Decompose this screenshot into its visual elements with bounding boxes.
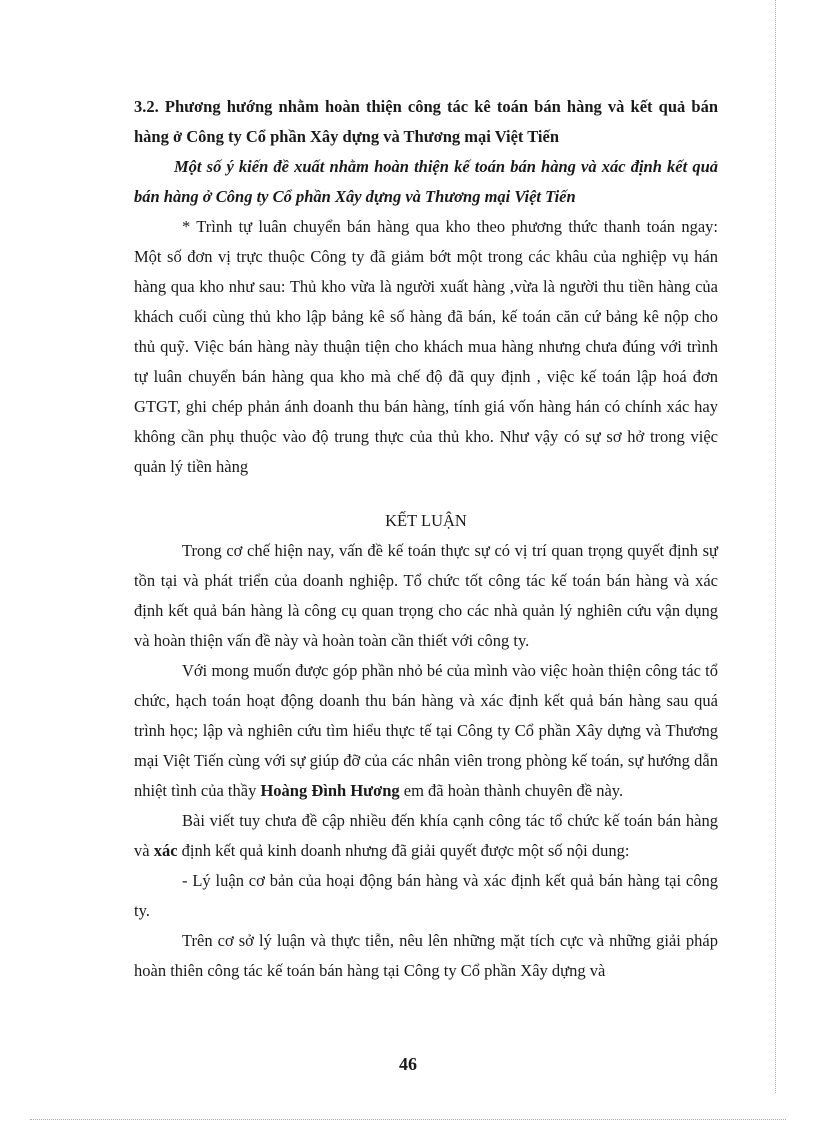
paragraph-conclusion-intro: Trong cơ chế hiện nay, vấn đề kế toán thực sự có vị trí quan trọng quyết định sự tồn tại và phát triển của doanh nghiệp. Tổ chức tốt công tác kế toán bán hàng và xác định kết quả bán hàng là công cụ quan trọng cho các nhà quản lý nghiên cứu vận dụng và hoàn thiện vấn đề này và hoàn toàn cần thiết với công ty. xyxy=(134,541,718,650)
list-item: - Lý luận cơ bản của hoại động bán hàng và xác định kết quả bán hàng tại công ty. xyxy=(134,871,718,920)
summary-bold-word: xác xyxy=(153,841,178,860)
paragraph-acknowledgement xyxy=(134,656,718,806)
summary-text-start: Bài viết tuy chưa đề cập nhiều đến khía cạnh công tác tổ chức kế toán bán hàng và xyxy=(134,811,718,860)
page-border-right xyxy=(775,0,776,1093)
supervisor-name: Hoàng Đình Hương xyxy=(260,781,400,800)
paragraph-sales-process: * Trình tự luân chuyển bán hàng qua kho theo phương thức thanh toán ngay: Một số đơn vị trực thuộc Công ty đã giảm bớt một trong các khâu của nghiệp vụ hán hàng qua kho như sau: Thủ kho vừa là người xuất hàng ,vừa là người thu tiền hàng của khách cuối cùng thủ kho lập bảng kê số hàng đã bán, kế toán căn cứ bảng kê nộp cho thủ quỹ. Việc bán hàng này thuận tiện cho khách mua hàng nhưng chưa đúng với trình tự luân chuyển bán hàng qua kho mà chế độ đã quy định , việc kế toán lập hoá đơn GTGT, ghi chép phản ánh doanh thu bán hàng, tính giá vốn hàng hán có chính xác hay không cần phụ thuộc vào độ trung thực của thủ kho. Như vậy có sự sơ hở trong việc quản lý tiền hàng xyxy=(134,217,718,476)
paragraph-solutions: Trên cơ sở lý luận và thực tiễn, nêu lên những mặt tích cực và những giải pháp hoàn thiên công tác kế toán bán hàng tại Công ty Cổ phần Xây dựng và xyxy=(134,931,718,980)
summary-text-end: định kết quả kinh doanh nhưng đã giải quyết được một số nội dung: xyxy=(177,841,630,860)
acknowledgement-text-start: Với mong muốn được góp phần nhỏ bé của mình vào việc hoàn thiện công tác tổ chức, hạch toán hoạt động doanh thu bán hàng và xác định kết quả bán hàng sau quá trình học; lập và nghiên cứu tìm hiểu thực tế tại Công ty Cổ phần Xây dựng và Thương mại Việt Tiến cùng với sự giúp đỡ của các nhân viên trong phòng kế toán, sự hướng dẫn nhiệt tình của thầy xyxy=(134,661,718,800)
section-heading: 3.2. Phương hướng nhằm hoàn thiện công tác kê toán bán hàng và kết quả bán hàng ở Công ty Cổ phần Xây dựng và Thương mại Việt Tiến xyxy=(134,97,718,146)
conclusion-title: KẾT LUẬN xyxy=(385,511,467,530)
page-number: 46 xyxy=(399,1054,417,1074)
page-content xyxy=(134,92,718,986)
paragraph-summary xyxy=(134,806,718,866)
acknowledgement-text-end: em đã hoàn thành chuyên đề này. xyxy=(399,781,624,800)
section-subheading: Một số ý kiến đề xuất nhằm hoàn thiện kế toán bán hàng và xác định kết quả bán hàng ở Công ty Cổ phần Xây dựng và Thương mại Việt Tiến xyxy=(134,157,718,206)
page-border-bottom xyxy=(30,1119,786,1120)
